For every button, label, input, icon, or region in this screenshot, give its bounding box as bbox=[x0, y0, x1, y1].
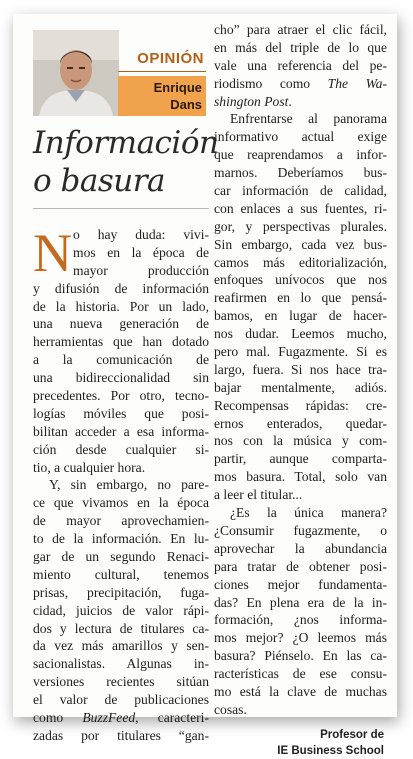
text-line: o hay duda: vivi- bbox=[73, 227, 209, 242]
text-line: y difusión de información bbox=[33, 280, 209, 296]
text-line: para tratar de obtener posi- bbox=[214, 558, 387, 574]
text-line: reafirmen en lo que pensá- bbox=[214, 290, 387, 306]
text-line: una nueva generación de bbox=[33, 316, 209, 332]
author-first-name: Enrique bbox=[153, 80, 202, 95]
text-line: mos mejor? ¿O leemos más bbox=[214, 630, 387, 646]
text-line: el valor de publicaciones bbox=[33, 692, 209, 708]
text-line: cho” para atraer el clic fácil, bbox=[214, 22, 387, 37]
text-line: tio, a cualquier hora. bbox=[33, 459, 146, 475]
text-line: marnos. Deberíamos bus- bbox=[214, 165, 387, 181]
text-line: mos basura. Total, solo van bbox=[214, 469, 387, 485]
text-line: dos y lectura de titulares ca- bbox=[33, 620, 209, 636]
section-label: OPINIÓN bbox=[137, 50, 204, 67]
text-line: prisas, precipitación, fuga- bbox=[33, 584, 209, 600]
text-line: bajar mentalmente, adiós. bbox=[214, 379, 387, 395]
text-line: car información de calidad, bbox=[214, 183, 387, 199]
text-line: to de la información. En lu- bbox=[33, 531, 209, 547]
author-photo bbox=[33, 30, 119, 116]
drop-cap: N bbox=[33, 223, 72, 283]
author-name-box bbox=[118, 76, 206, 116]
text-line: partir, aunque comparta- bbox=[214, 451, 387, 467]
text-column-1 bbox=[33, 223, 209, 745]
text-line: vale una referencia del pe- bbox=[214, 57, 387, 73]
text-line: nos dudar. Leemos mucho, bbox=[214, 326, 387, 342]
signature-line: Profesor de bbox=[320, 729, 384, 741]
text-line: cidad, juicios de valor rápi- bbox=[33, 602, 209, 618]
text-line: gar de un segundo Renaci- bbox=[33, 549, 209, 565]
text-line: largo, fuera. Si nos hace tra- bbox=[214, 361, 387, 377]
text-line: das? En plena era de la in- bbox=[214, 594, 387, 610]
text-line: de mayor aprovechamien- bbox=[33, 513, 209, 529]
text-line: sacionalistas. Algunas in- bbox=[33, 656, 209, 672]
text-line: pero mal. Fugazmente. Si es bbox=[214, 344, 387, 360]
text-line: miento cultural, tenemos bbox=[33, 566, 209, 582]
text-line: mo está la clave de muchas bbox=[214, 683, 387, 699]
text-line: a leer el titular... bbox=[214, 487, 303, 503]
article-title bbox=[33, 124, 219, 200]
text-line: versiones recientes sitúan bbox=[33, 674, 209, 690]
text-line: una bidireccionalidad sin bbox=[33, 370, 209, 386]
text-line: logías móviles que posi- bbox=[33, 405, 209, 421]
title-line: Información bbox=[33, 125, 219, 161]
text-line: bilitan acceder a esa informa- bbox=[33, 423, 209, 439]
text-line: Sin embargo, cada vez bus- bbox=[214, 236, 387, 252]
text-line: Y, sin embargo, no pare- bbox=[49, 477, 209, 493]
text-line: Recompensas rápidas: cre- bbox=[214, 397, 387, 413]
text-line: que reaprendamos a infor- bbox=[214, 147, 387, 163]
author-portrait-image bbox=[33, 30, 119, 116]
text-line: formación, ¿nos informa- bbox=[214, 612, 387, 628]
author-signature bbox=[214, 727, 384, 759]
text-line: como BuzzFeed, caracteri- bbox=[33, 710, 209, 726]
text-line: cosas. bbox=[214, 701, 247, 717]
text-line: da vez más amarillos y sen- bbox=[33, 638, 209, 654]
text-line: enfoques unívocos que nos bbox=[214, 272, 387, 288]
text-line: zadas por titulares “gan- bbox=[33, 727, 209, 743]
text-column-2 bbox=[214, 21, 387, 719]
text-line: precedentes. Por otro, tecno- bbox=[33, 388, 209, 404]
text-line: herramientas que han dotado bbox=[33, 334, 209, 350]
text-line: en más del triple de lo que bbox=[214, 39, 387, 55]
text-line: bamos, en lugar de hacer- bbox=[214, 308, 387, 324]
text-line: Enfrentarse al panorama bbox=[230, 111, 387, 127]
text-line: aprovechar la abundancia bbox=[214, 540, 387, 556]
section-divider bbox=[118, 71, 206, 72]
text-line: ción desde cualquier si- bbox=[33, 441, 209, 457]
text-line: shington Post. bbox=[214, 93, 292, 109]
text-line: racterísticas de ese consu- bbox=[214, 666, 387, 682]
title-line: o basura bbox=[33, 163, 166, 199]
text-line: ernos enterados, quedar- bbox=[214, 415, 387, 431]
text-line: ¿Es la única manera? bbox=[230, 505, 387, 521]
text-line: basura? Piénselo. En las ca- bbox=[214, 648, 387, 664]
text-line: nos con la música y com- bbox=[214, 433, 387, 449]
text-line: de la historia. Por un lado, bbox=[33, 298, 209, 314]
author-last-name: Dans bbox=[170, 97, 202, 112]
signature-line: IE Business School bbox=[277, 745, 384, 757]
text-line: mayor producción bbox=[73, 262, 209, 278]
title-rule bbox=[33, 208, 209, 209]
text-line: ciones mejor fundamenta- bbox=[214, 576, 387, 592]
text-line: a la comunicación de bbox=[33, 352, 209, 368]
text-line: informativo actual exige bbox=[214, 129, 387, 145]
text-line: mos en la época de bbox=[73, 244, 209, 260]
text-line: camos más editorialización, bbox=[214, 254, 387, 270]
text-line: ¿Consumir fugazmente, o bbox=[214, 522, 387, 538]
text-line: riodismo como The Wa- bbox=[214, 75, 387, 91]
text-line: ce que vivamos en la época bbox=[33, 495, 209, 511]
text-line: con enlaces a sus fuentes, ri- bbox=[214, 200, 387, 216]
text-line: gor, y perspectivas plurales. bbox=[214, 218, 387, 234]
